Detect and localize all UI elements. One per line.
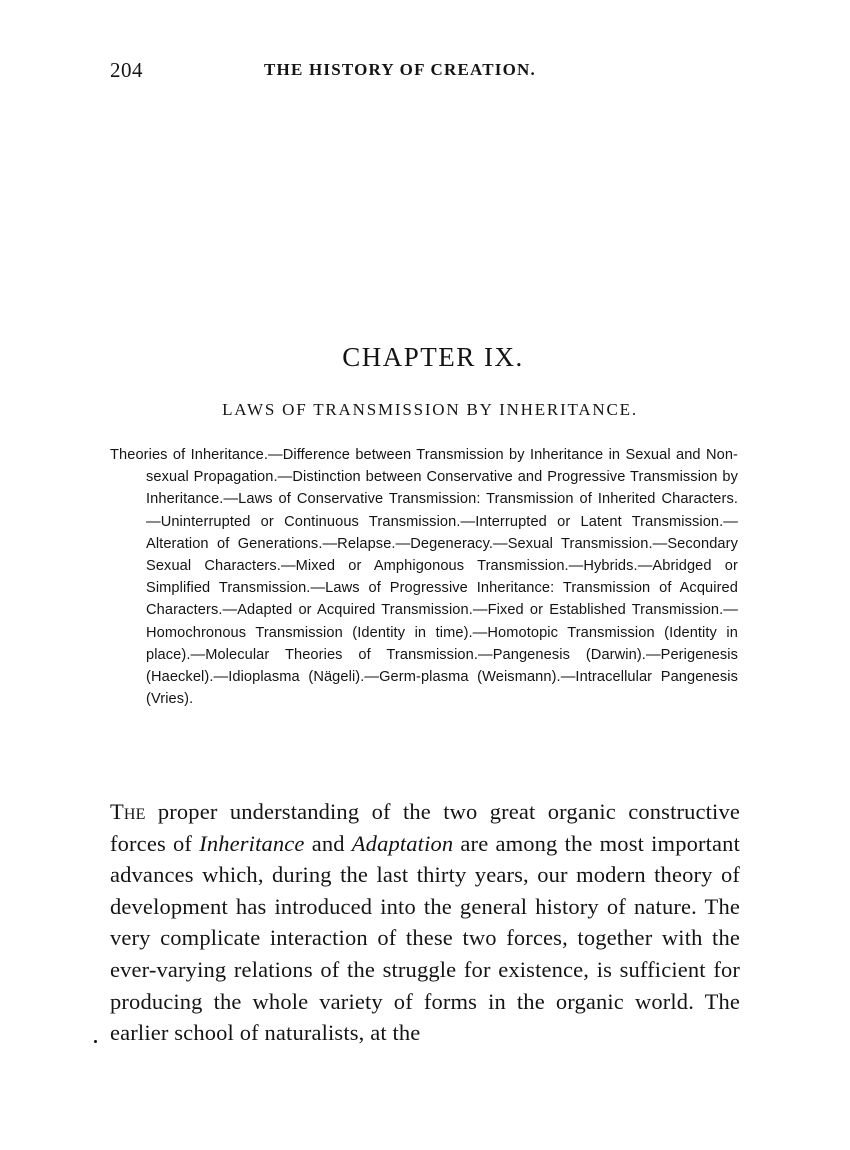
- italic-term-inheritance: Inheritance: [199, 830, 305, 856]
- chapter-synopsis: Theories of Inheritance.—Difference between Transmission by Inheritance in Sexual and Non-sexual Propagation.—Distinction between Conservative and Progressive Transmission by Inheritance.—Laws of Conservative Transmission: Transmission of Inherited Characters.—Uninterrupted or Continuous Transmission.—Interrupted or Latent Transmission.—Alteration of Generations.—Relapse.—Degeneracy.—Sexual Transmission.—Secondary Sexual Characters.—Mixed or Amphigonous Transmission.—Hybrids.—Abridged or Simplified Transmission.—Laws of Progressive Inheritance: Transmission of Acquired Characters.—Adapted or Acquired Transmission.—Fixed or Established Transmission.—Homochronous Transmission (Identity in time).—Homotopic Transmission (Identity in place).—Molecular Theories of Transmission.—Pangenesis (Darwin).—Perigenesis (Haeckel).—Idioplasma (Nägeli).—Germ-plasma (Weismann).—Intracellular Pangenesis (Vries).: [110, 447, 738, 708]
- italic-term-adaptation: Adaptation: [351, 830, 454, 856]
- running-title: THE HISTORY OF CREATION.: [264, 60, 536, 79]
- lead-word: The: [110, 799, 146, 824]
- stray-ink-mark: [94, 1040, 97, 1043]
- body-text-part: are among the most important advances which, during the last thirty years, our modern theory of development has introduced into the general history of nature. The very complicate interaction of these two forces, together with the ever-varying relations of the struggle for existence, is sufficient for producing the whole variety of forms in the organic world. The earlier school of naturalists, at the: [110, 830, 740, 1046]
- body-text-part: and: [304, 830, 352, 856]
- body-paragraph: [110, 796, 740, 1049]
- page-number: 204: [110, 58, 143, 82]
- chapter-title: CHAPTER IX.: [342, 342, 524, 372]
- body-text-part: proper understanding of the two great organic constructive forces of: [110, 799, 740, 856]
- chapter-subtitle: LAWS OF TRANSMISSION BY INHERITANCE.: [222, 400, 638, 419]
- running-head: [110, 58, 740, 88]
